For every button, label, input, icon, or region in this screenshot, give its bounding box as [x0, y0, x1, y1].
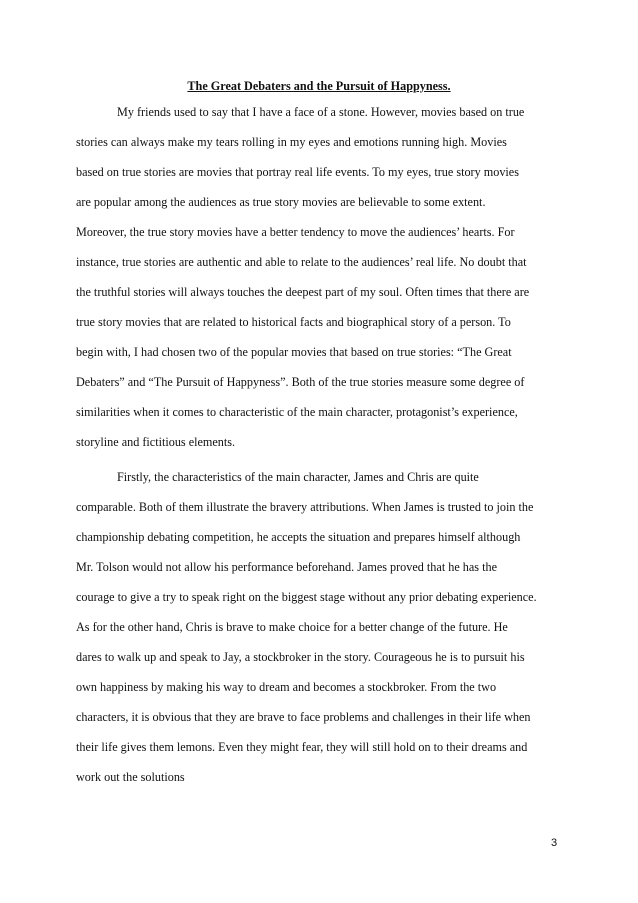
paragraph-line: comparable. Both of them illustrate the bravery attributions. When James is trusted to join the — [76, 500, 534, 514]
paragraph-line: characters, it is obvious that they are brave to face problems and challenges in their life when — [76, 710, 531, 724]
paragraph-line: begin with, I had chosen two of the popular movies that based on true stories: “The Great — [76, 345, 512, 359]
paragraph-line: work out the solutions — [76, 770, 185, 784]
paragraph-line: stories can always make my tears rolling in my eyes and emotions running high. Movies — [76, 135, 507, 149]
document-title: The Great Debaters and the Pursuit of Happyness. — [187, 79, 451, 93]
paragraph-line: My friends used to say that I have a face of a stone. However, movies based on true — [117, 105, 525, 119]
paragraph-line: true story movies that are related to historical facts and biographical story of a person. To — [76, 315, 511, 329]
paragraph-line: storyline and fictitious elements. — [76, 435, 236, 449]
paragraph-line: championship debating competition, he accepts the situation and prepares himself although — [76, 530, 521, 544]
paragraph-line: Mr. Tolson would not allow his performance beforehand. James proved that he has the — [76, 560, 497, 574]
paragraph-line: their life gives them lemons. Even they might fear, they will still hold on to their dreams and — [76, 740, 528, 754]
paragraph-line: dares to walk up and speak to Jay, a stockbroker in the story. Courageous he is to pursuit his — [76, 650, 525, 664]
paragraph-line: own happiness by making his way to dream and becomes a stockbroker. From the two — [76, 680, 497, 694]
paragraph-line: are popular among the audiences as true story movies are believable to some extent. — [76, 195, 486, 209]
paragraph-line: the truthful stories will always touches the deepest part of my soul. Often times that there are — [76, 285, 530, 299]
paragraph-line: instance, true stories are authentic and able to relate to the audiences’ real life. No doubt that — [76, 255, 527, 269]
paragraph-line: Moreover, the true story movies have a better tendency to move the audiences’ hearts. For — [76, 225, 515, 239]
page-number: 3 — [551, 837, 558, 849]
paragraph-line: Debaters” and “The Pursuit of Happyness”. Both of the true stories measure some degree of — [76, 375, 525, 389]
paragraph-line: As for the other hand, Chris is brave to make choice for a better change of the future. He — [76, 620, 508, 634]
paragraph-line: similarities when it comes to characteristic of the main character, protagonist’s experience, — [76, 405, 518, 419]
paragraph-line: based on true stories are movies that portray real life events. To my eyes, true story movies — [76, 165, 519, 179]
paragraph-line: courage to give a try to speak right on the biggest stage without any prior debating experience. — [76, 590, 537, 604]
paragraph-line: Firstly, the characteristics of the main character, James and Chris are quite — [117, 470, 479, 484]
